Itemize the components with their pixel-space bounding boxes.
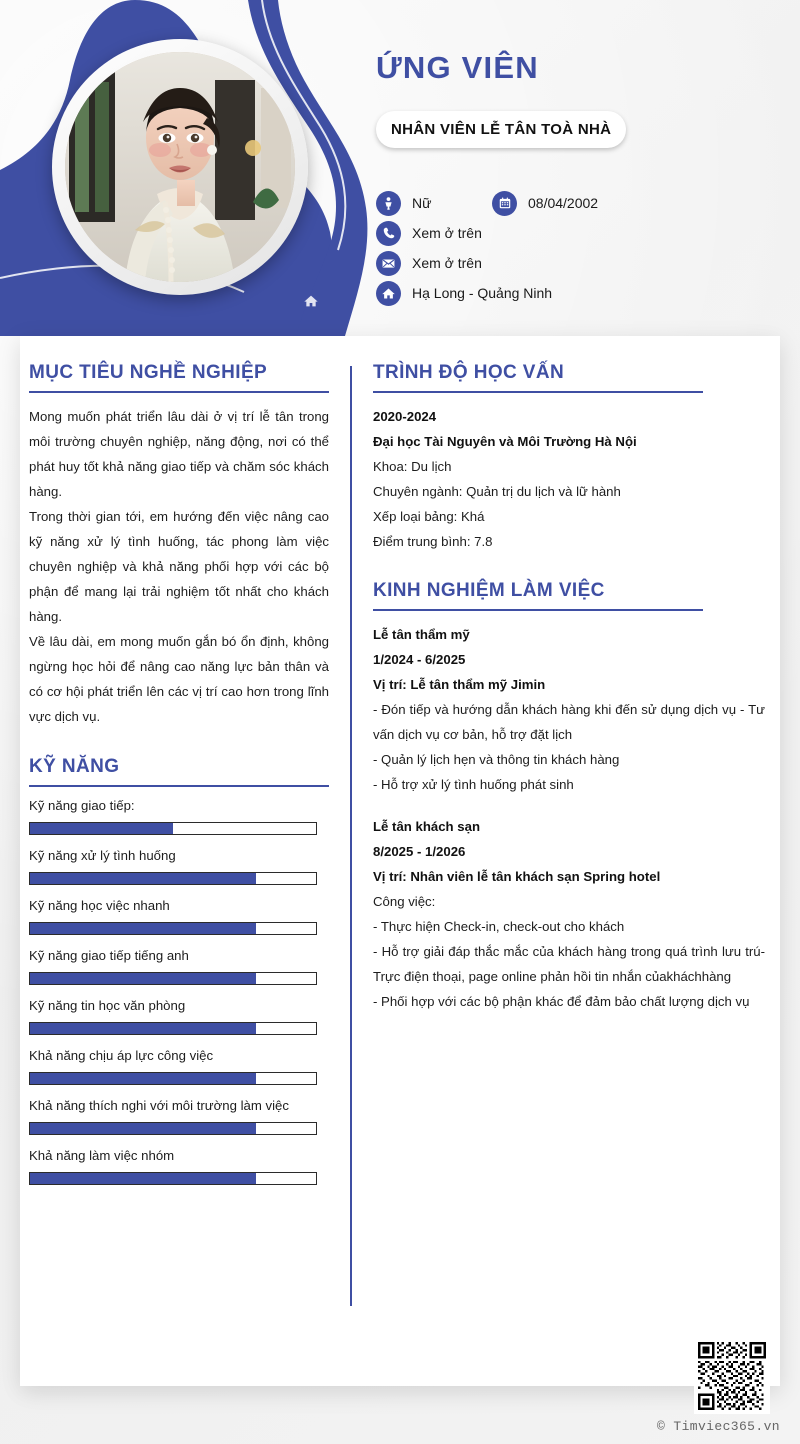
contact-gender [376,191,492,216]
skill-label: Kỹ năng tin học văn phòng [29,998,186,1013]
education-school: Đại học Tài Nguyên và Môi Trường Hà Nội [373,434,637,449]
skill-progress-track [29,872,317,885]
contact-info [376,188,776,308]
contact-email [376,251,482,276]
avatar-photo [65,52,295,282]
job-title-badge: NHÂN VIÊN LỄ TÂN TOÀ NHÀ [376,111,626,148]
contact-birthday [492,191,598,216]
education-line-1: Khoa: Du lịch [373,459,452,474]
home-icon [376,281,401,306]
skill-item [29,1098,349,1135]
skill-progress-track [29,922,317,935]
education-line-3: Xếp loại bảng: Khá [373,509,485,524]
right-column [373,362,768,1014]
experience-position: Vị trí: Lễ tân thẩm mỹ Jimin [373,677,546,692]
contact-row-email [376,248,776,278]
contact-email-value: Xem ở trên [412,255,482,271]
qr-code[interactable] [694,1338,770,1414]
contact-address-value: Hạ Long - Quảng Ninh [412,285,553,301]
education-title: TRÌNH ĐỘ HỌC VẤN [373,362,565,383]
education-line-2: Chuyên ngành: Quản trị du lịch và lữ hành [373,484,621,499]
contact-address [376,281,552,306]
contact-gender-value: Nữ [412,195,432,211]
experience-list [373,622,768,1014]
skill-progress-fill [30,1023,256,1034]
skill-progress-track [29,972,317,985]
skill-progress-fill [30,1073,256,1084]
experience-rule [373,609,703,611]
avatar [52,39,308,295]
skill-progress-fill [30,973,256,984]
skill-item [29,798,349,835]
cv-body-card [20,336,780,1386]
objective-title: MỤC TIÊU NGHỀ NGHIỆP [29,362,268,383]
contact-row-phone [376,218,776,248]
objective-paragraph-2: Trong thời gian tới, em hướng đến việc nâng cao kỹ năng xử lý tình huống, tác phong làm việc chuyên nghiệp và khả năng phối hợp với các bộ phận để mang lại trải nghiệm tốt nhất cho khách hàng. [29,509,329,624]
objective-paragraph-3: Về lâu dài, em mong muốn gắn bó ổn định, không ngừng học hỏi để nâng cao năng lực bản thân và có cơ hội phát triển lên các vị trí cao hơn trong lĩnh vực dịch vụ. [29,634,329,724]
skill-label: Khả năng chịu áp lực công việc [29,1048,214,1063]
skill-label: Kỹ năng học việc nhanh [29,898,170,913]
contact-row-gender-birthday [376,188,776,218]
left-column [29,362,349,1198]
portrait-illustration [65,52,295,282]
contact-phone-value: Xem ở trên [412,225,482,241]
experience-duty: - Quản lý lịch hẹn và thông tin khách hàng [373,752,620,767]
experience-position: Vị trí: Nhân viên lễ tân khách sạn Spring hotel [373,869,661,884]
skill-progress-track [29,1122,317,1135]
skill-label: Khả năng làm việc nhóm [29,1148,175,1163]
mail-icon [376,251,401,276]
skill-label: Kỹ năng giao tiếp: [29,798,135,813]
objective-rule [29,391,329,393]
experience-role: Lễ tân thẩm mỹ [373,627,470,642]
skill-label: Khả năng thích nghi với môi trường làm việc [29,1098,289,1113]
section-objective [29,362,349,729]
skill-label: Kỹ năng giao tiếp tiếng anh [29,948,189,963]
skill-item [29,848,349,885]
phone-icon [376,221,401,246]
experience-period: 1/2024 - 6/2025 [373,652,466,667]
skill-progress-track [29,1072,317,1085]
contact-row-address [376,278,776,308]
contact-birthday-value: 08/04/2002 [528,195,599,211]
experience-spacer [373,797,768,814]
experience-item [373,622,768,797]
section-experience [373,580,768,1014]
skills-rule [29,785,329,787]
skill-progress-track [29,1022,317,1035]
skill-progress-fill [30,873,256,884]
footer-credit: © Timviec365.vn [656,1419,780,1434]
skill-progress-fill [30,1173,256,1184]
experience-role: Lễ tân khách sạn [373,819,481,834]
objective-paragraph-1: Mong muốn phát triển lâu dài ở vị trí lễ tân trong môi trường chuyên nghiệp, năng động, nơi có thể phát huy tốt khả năng giao tiếp và chăm sóc khách hàng. [29,409,329,499]
gender-icon [376,191,401,216]
education-line-4: Điểm trung bình: 7.8 [373,534,493,549]
skill-label: Kỹ năng xử lý tình huống [29,848,176,863]
experience-duty: - Đón tiếp và hướng dẫn khách hàng khi đến sử dụng dịch vụ - Tư vấn dịch vụ cơ bản, hỗ trợ đặt lịch [373,702,765,742]
experience-duty: - Thực hiện Check-in, check-out cho khách [373,919,625,934]
skill-progress-fill [30,923,256,934]
skill-item [29,1048,349,1085]
contact-phone [376,221,482,246]
experience-duty: - Hỗ trợ xử lý tình huống phát sinh [373,777,574,792]
skill-item [29,948,349,985]
skill-progress-fill [30,1123,256,1134]
skill-progress-track [29,1172,317,1185]
experience-duty: - Hỗ trợ giải đáp thắc mắc của khách hàng trong quá trình lưu trú- Trực điện thoại, page online phản hồi tin nhắn củakháchhàng [373,944,765,984]
experience-title: KINH NGHIỆM LÀM VIỆC [373,580,605,601]
education-years: 2020-2024 [373,409,437,424]
experience-period: 8/2025 - 1/2026 [373,844,466,859]
cv-header [0,0,800,336]
home-icon [303,293,319,309]
skill-item [29,998,349,1035]
skills-title: KỸ NĂNG [29,756,120,777]
page-title: ỨNG VIÊN [376,50,539,85]
experience-duties-intro: Công việc: [373,894,436,909]
education-rule [373,391,703,393]
experience-duty: - Phối hợp với các bộ phận khác để đảm bảo chất lượng dịch vụ [373,994,750,1009]
section-education [373,362,768,554]
qr-code-image [698,1342,766,1410]
skill-progress-fill [30,823,173,834]
skill-progress-track [29,822,317,835]
section-skills [29,756,349,1185]
skill-item [29,1148,349,1185]
skills-list [29,798,349,1185]
column-divider [350,366,352,1306]
experience-item [373,814,768,1014]
calendar-icon [492,191,517,216]
skill-item [29,898,349,935]
